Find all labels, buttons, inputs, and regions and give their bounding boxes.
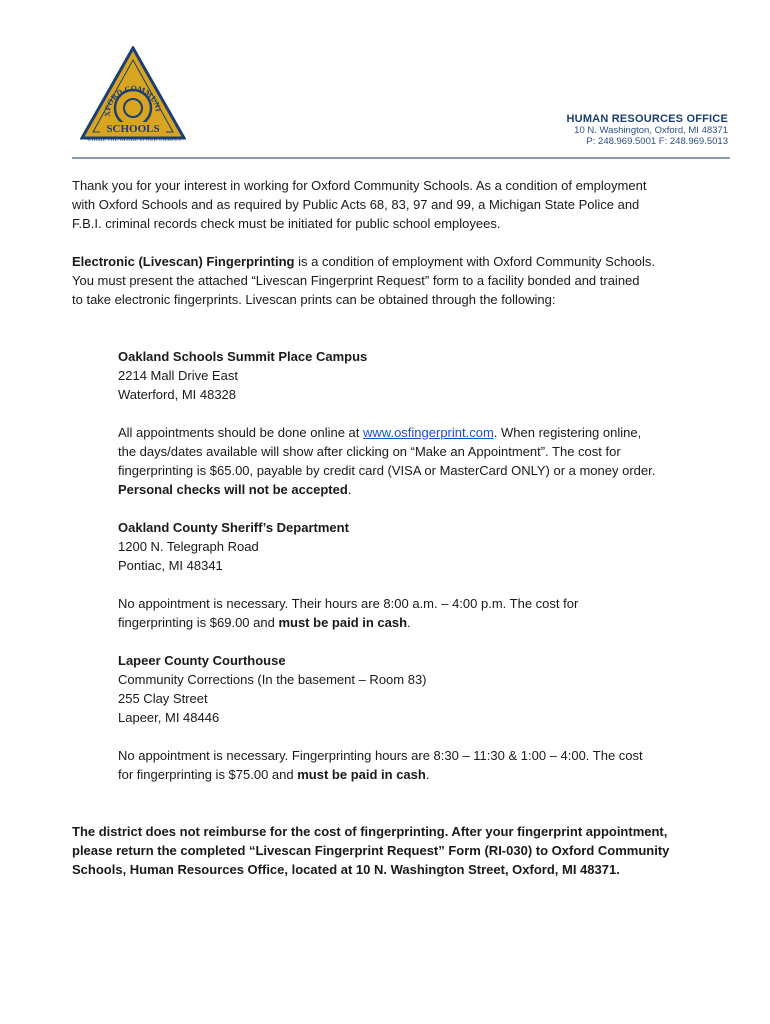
location-city: Pontiac, MI 48341 [118,558,223,573]
personal-checks-note: Personal checks will not be accepted [118,482,348,497]
location-details-line-2: the days/dates available will show after clicking on “Make an Appointment”. The cost for [118,444,621,459]
office-address: 10 N. Washington, Oxford, MI 48371 [574,124,728,136]
location-oakland-schools [118,347,702,784]
logo-schools-text: SCHOOLS [106,123,160,135]
cash-note: must be paid in cash [297,767,426,782]
livescan-line-2: You must present the attached “Livescan Fingerprint Request” form to a facility bonded and trained [72,273,640,288]
location-details-line-2 [118,613,702,632]
location-city: Lapeer, MI 48446 [118,710,220,725]
location-street: 2214 Mall Drive East [118,368,238,383]
details-text: . [347,482,352,497]
cash-note: must be paid in cash [278,615,408,630]
livescan-line-1 [72,252,702,271]
school-logo [80,46,186,146]
intro-line-2: with Oxford Schools and as required by Public Acts 68, 83, 97 and 99, a Michigan State Police and [72,197,640,212]
location-name: Oakland County Sheriff’s Department [118,520,349,535]
location-details-line-1: No appointment is necessary. Their hours are 8:00 a.m. – 4:00 p.m. The cost for [118,596,579,611]
location-details-line-1 [118,423,702,442]
intro-line-3: F.B.I. criminal records check must be initiated for public school employees. [72,216,501,231]
details-text: . When registering online, [493,425,642,440]
details-text: fingerprinting is $69.00 and [118,615,279,630]
location-line-1: Community Corrections (In the basement – Room 83) [118,672,427,687]
office-title: HUMAN RESOURCES OFFICE [566,113,728,125]
location-details-line-2 [118,765,702,784]
location-details-line-4 [118,480,702,499]
location-city: Waterford, MI 48328 [118,387,237,402]
location-name: Lapeer County Courthouse [118,653,286,668]
osfingerprint-link[interactable]: www.osfingerprint.com [363,425,494,440]
location-street: 255 Clay Street [118,691,208,706]
livescan-line-1-rest: is a condition of employment with Oxford Community Schools. [294,254,656,269]
header-divider [72,157,730,159]
closing-line-1: The district does not reimburse for the cost of fingerprinting. After your fingerprint appointment, [72,824,668,839]
intro-line-1: Thank you for your interest in working for Oxford Community Schools. As a condition of employment [72,178,647,193]
location-details-line-3: fingerprinting is $65.00, payable by credit card (VISA or MasterCard ONLY) or a money order. [118,463,656,478]
closing-line-3: Schools, Human Resources Office, located at 10 N. Washington Street, Oxford, MI 48371. [72,862,620,877]
livescan-heading: Electronic (Livescan) Fingerprinting [72,254,295,269]
office-phone-fax: P: 248.969.5001 F: 248.969.5013 [586,135,728,147]
details-text: for fingerprinting is $75.00 and [118,767,298,782]
livescan-line-3: to take electronic fingerprints. Livescan prints can be obtained through the following: [72,292,556,307]
location-street: 1200 N. Telegraph Road [118,539,259,554]
hr-office-header [567,113,728,147]
details-text: . [425,767,430,782]
logo-arc-text: XFORD COMMUNI [102,83,163,117]
location-details-line-1: No appointment is necessary. Fingerprinting hours are 8:30 – 11:30 & 1:00 – 4:00. The cost [118,748,643,763]
closing-line-2: please return the completed “Livescan Fingerprint Request” Form (RI-030) to Oxford Community [72,843,670,858]
details-text: . [407,615,411,630]
details-text: All appointments should be done online at [118,425,364,440]
location-name: Oakland Schools Summit Place Campus [118,349,368,364]
logo-tagline: WHERE THE GLOBE IS OUR CAMPUS [86,138,182,143]
triangle-globe-logo-icon [80,46,186,146]
letter-body [72,176,702,879]
